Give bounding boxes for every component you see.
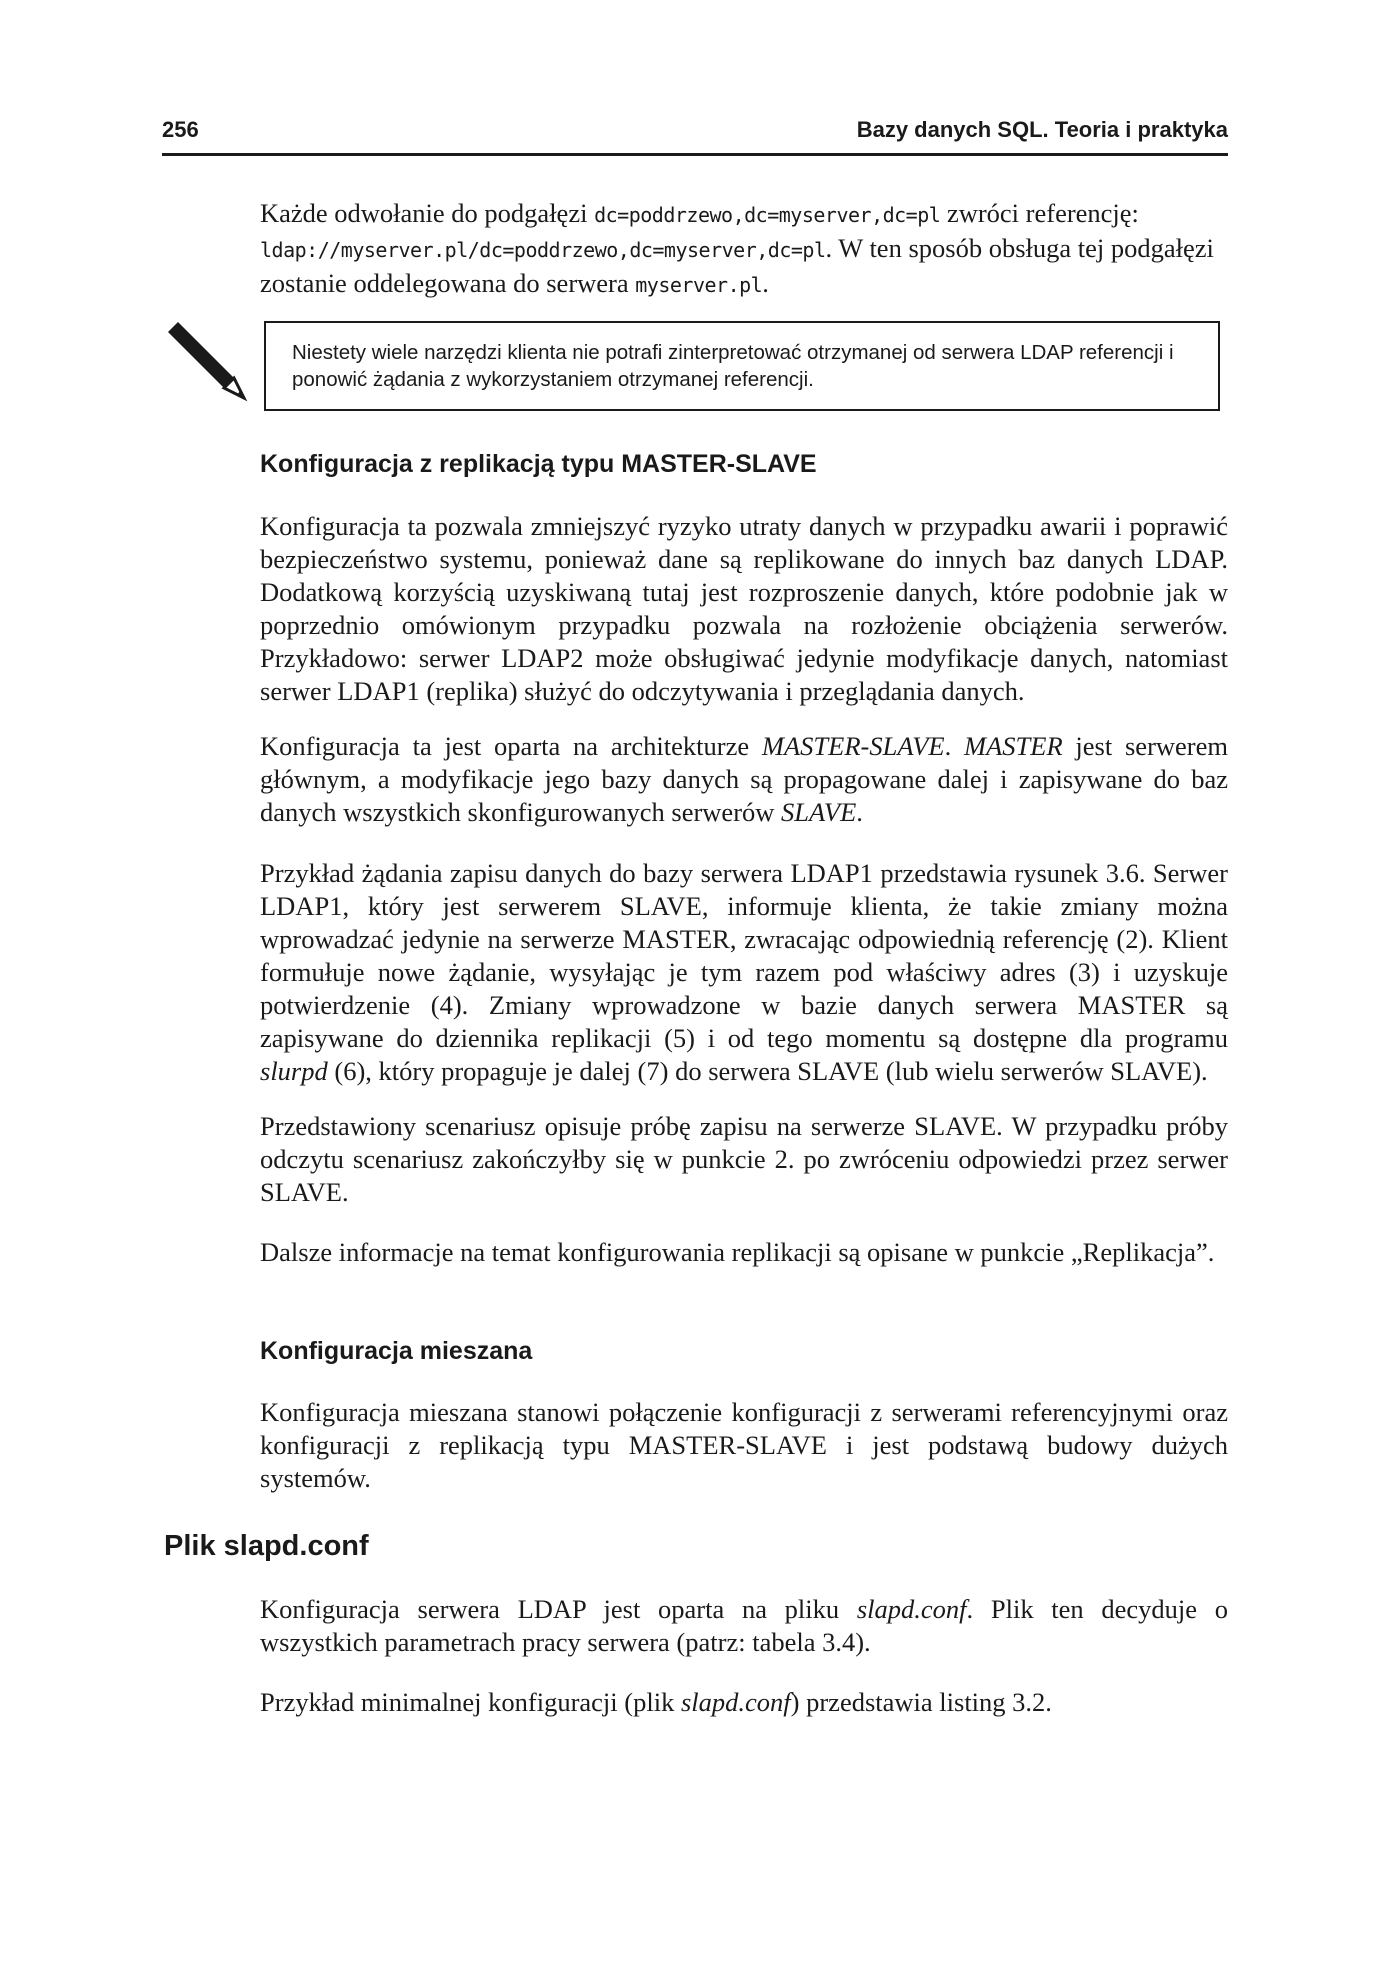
book-title: Bazy danych SQL. Teoria i praktyka bbox=[856, 117, 1228, 142]
paragraph-mixed-config: Konfiguracja mieszana stanowi połączenie konfiguracji z serwerami referencyjnymi oraz konfiguracji z replikacją typu MASTER-SLAVE i jest podstawą budowy dużych systemów. bbox=[260, 1397, 1228, 1493]
page-number: 256 bbox=[162, 117, 199, 142]
heading-slapd-conf: Plik slapd.conf bbox=[164, 1530, 369, 1562]
paragraph-slapd-1: Konfiguracja serwera LDAP jest oparta na pliku slapd.conf. Plik ten decyduje o wszystkich parametrach pracy serwera (patrz: tabela 3.4). bbox=[260, 1594, 1228, 1657]
intro-paragraph: Każde odwołanie do podgałęzi dc=poddrzewo,dc=myserver,dc=pl zwróci referencję: ldap://myserver.pl/dc=poddrzewo,dc=myserver,dc=pl. W ten sposób obsługa tej podgałęzi zostanie oddelegowana do serwera myserver.pl. bbox=[260, 198, 1214, 298]
paragraph-master-slave-5: Dalsze informacje na temat konfigurowania replikacji są opisane w punkcie „Replikacja”. bbox=[260, 1237, 1215, 1267]
note-box bbox=[264, 321, 1220, 411]
code-ldap-url: ldap://myserver.pl/dc=poddrzewo,dc=myserver,dc=pl bbox=[260, 238, 826, 262]
code-server: myserver.pl bbox=[635, 273, 763, 297]
pencil-icon bbox=[164, 318, 248, 402]
paragraph-master-slave-4: Przedstawiony scenariusz opisuje próbę zapisu na serwerze SLAVE. W przypadku próby odczytu scenariusz zakończyłby się w punkcie 2. po zwróceniu odpowiedzi przez serwer SLAVE. bbox=[260, 1111, 1228, 1207]
paragraph-master-slave-2: Konfiguracja ta jest oparta na architekturze MASTER-SLAVE. MASTER jest serwerem głównym, a modyfikacje jego bazy danych są propagowane dalej i zapisywane do baz danych wszystkich skonfigurowanych serwerów SLAVE. bbox=[260, 731, 1228, 827]
paragraph-master-slave-1: Konfiguracja ta pozwala zmniejszyć ryzyko utraty danych w przypadku awarii i poprawić bezpieczeństwo systemu, ponieważ dane są replikowane do innych baz danych LDAP. Dodatkową korzyścią uzyskiwaną tutaj jest rozproszenie danych, które podobnie jak w poprzednio omówionym przypadku pozwala na rozłożenie obciążenia serwerów. Przykładowo: serwer LDAP2 może obsługiwać jedynie modyfikacje danych, natomiast serwer LDAP1 (replika) służyć do odczytywania i przeglądania danych. bbox=[260, 511, 1228, 706]
code-dn: dc=poddrzewo,dc=myserver,dc=pl bbox=[594, 203, 941, 227]
heading-master-slave: Konfiguracja z replikacją typu MASTER-SLAVE bbox=[260, 450, 817, 478]
paragraph-slapd-2: Przykład minimalnej konfiguracji (plik slapd.conf) przedstawia listing 3.2. bbox=[260, 1687, 1052, 1717]
paragraph-master-slave-3: Przykład żądania zapisu danych do bazy serwera LDAP1 przedstawia rysunek 3.6. Serwer LDAP1, który jest serwerem SLAVE, informuje klienta, że takie zmiany można wprowadzać jedynie na serwerze MASTER, zwracając odpowiednią referencję (2). Klient formułuje nowe żądanie, wysyłając je tym razem pod właściwy adres (3) i uzyskuje potwierdzenie (4). Zmiany wprowadzone w bazie danych serwera MASTER są zapisywane do dziennika replikacji (5) i od tego momentu są dostępne dla programu slurpd (6), który propaguje je dalej (7) do serwera SLAVE (lub wielu serwerów SLAVE). bbox=[260, 858, 1228, 1086]
note-text: Niestety wiele narzędzi klienta nie potrafi zinterpretować otrzymanej od serwera LDAP referencji i ponowić żądania z wykorzystaniem otrzymanej referencji. bbox=[292, 341, 1174, 391]
heading-mixed-config: Konfiguracja mieszana bbox=[260, 1337, 533, 1365]
running-header bbox=[162, 117, 1228, 156]
